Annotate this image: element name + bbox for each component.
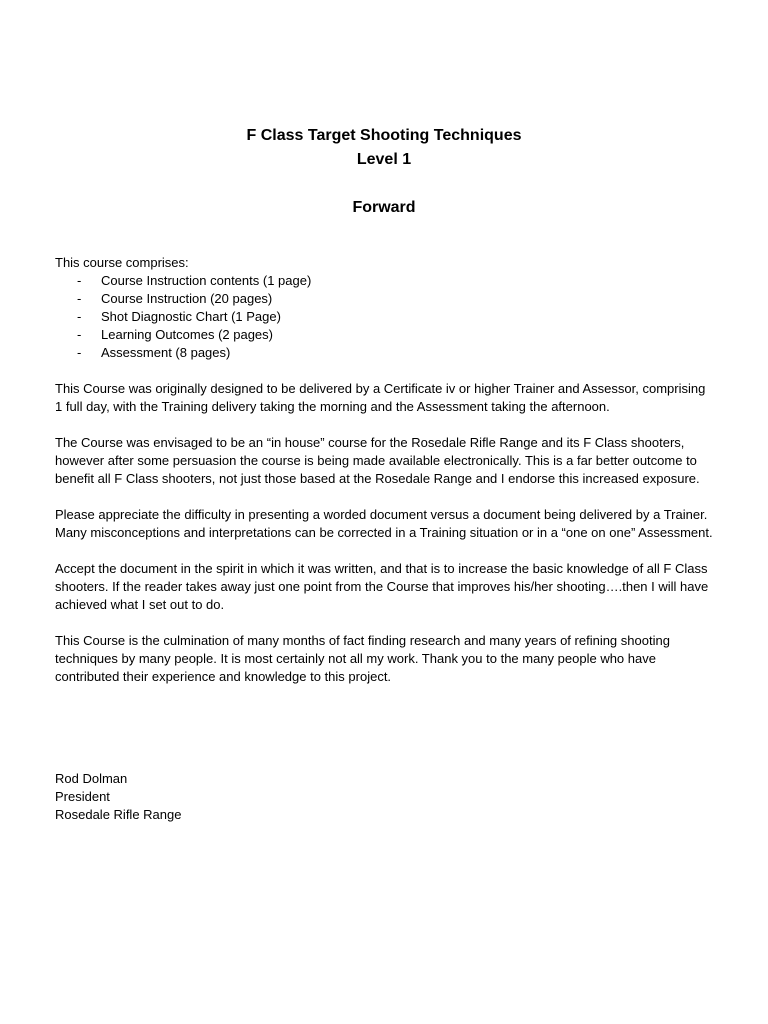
document-title: F Class Target Shooting Techniques — [246, 127, 522, 144]
signature-name: Rod Dolman — [55, 771, 128, 786]
signature-block — [55, 770, 181, 824]
dash-marker: - — [77, 309, 82, 324]
list-item — [55, 344, 715, 362]
list-item-label: Course Instruction contents (1 page) — [101, 273, 312, 288]
dash-marker: - — [77, 345, 82, 360]
dash-marker: - — [77, 327, 82, 342]
paragraph-spirit: Accept the document in the spirit in which it was written, and that is to increase the basic knowledge of all F Class shooters. If the reader takes away just one point from the Course that improves his/her shooting….then I will have achieved what I set out to do. — [55, 561, 709, 612]
list-item-label: Learning Outcomes (2 pages) — [101, 327, 273, 342]
list-item-label: Course Instruction (20 pages) — [101, 291, 273, 306]
document-level: Level 1 — [356, 151, 412, 168]
list-item — [55, 272, 715, 290]
dash-marker: - — [77, 291, 82, 306]
list-item — [55, 308, 715, 326]
paragraph-in-house: The Course was envisaged to be an “in house” course for the Rosedale Rifle Range and its F Class shooters, however after some persuasion the course is being made available electronically. This is a far better outcome to benefit all F Class shooters, not just those based at the Rosedale Range and I endorse this increased exposure. — [55, 435, 700, 486]
paragraph-culmination: This Course is the culmination of many months of fact finding research and many years of refining shooting techniques by many people. It is most certainly not all my work. Thank you to the many people who have contributed their experience and knowledge to this project. — [55, 633, 670, 684]
list-item — [55, 290, 715, 308]
signature-role: President — [55, 789, 110, 804]
signature-organization: Rosedale Rifle Range — [55, 807, 182, 822]
section-heading: Forward — [352, 199, 416, 216]
paragraph-difficulty: Please appreciate the difficulty in presenting a worded document versus a document being delivered by a Trainer. Many misconceptions and interpretations can be corrected in a Training situation or in a “one on one” Assessment. — [55, 507, 713, 540]
dash-marker: - — [77, 273, 82, 288]
list-item — [55, 326, 715, 344]
list-item-label: Assessment (8 pages) — [101, 345, 231, 360]
intro-text: This course comprises: — [55, 255, 189, 270]
title-block — [0, 124, 768, 220]
contents-list — [55, 272, 715, 362]
paragraph-delivery: This Course was originally designed to be delivered by a Certificate iv or higher Trainer and Assessor, comprising 1 full day, with the Training delivery taking the morning and the Assessment taking the afternoon. — [55, 381, 706, 414]
document-body — [55, 254, 715, 704]
list-item-label: Shot Diagnostic Chart (1 Page) — [101, 309, 281, 324]
